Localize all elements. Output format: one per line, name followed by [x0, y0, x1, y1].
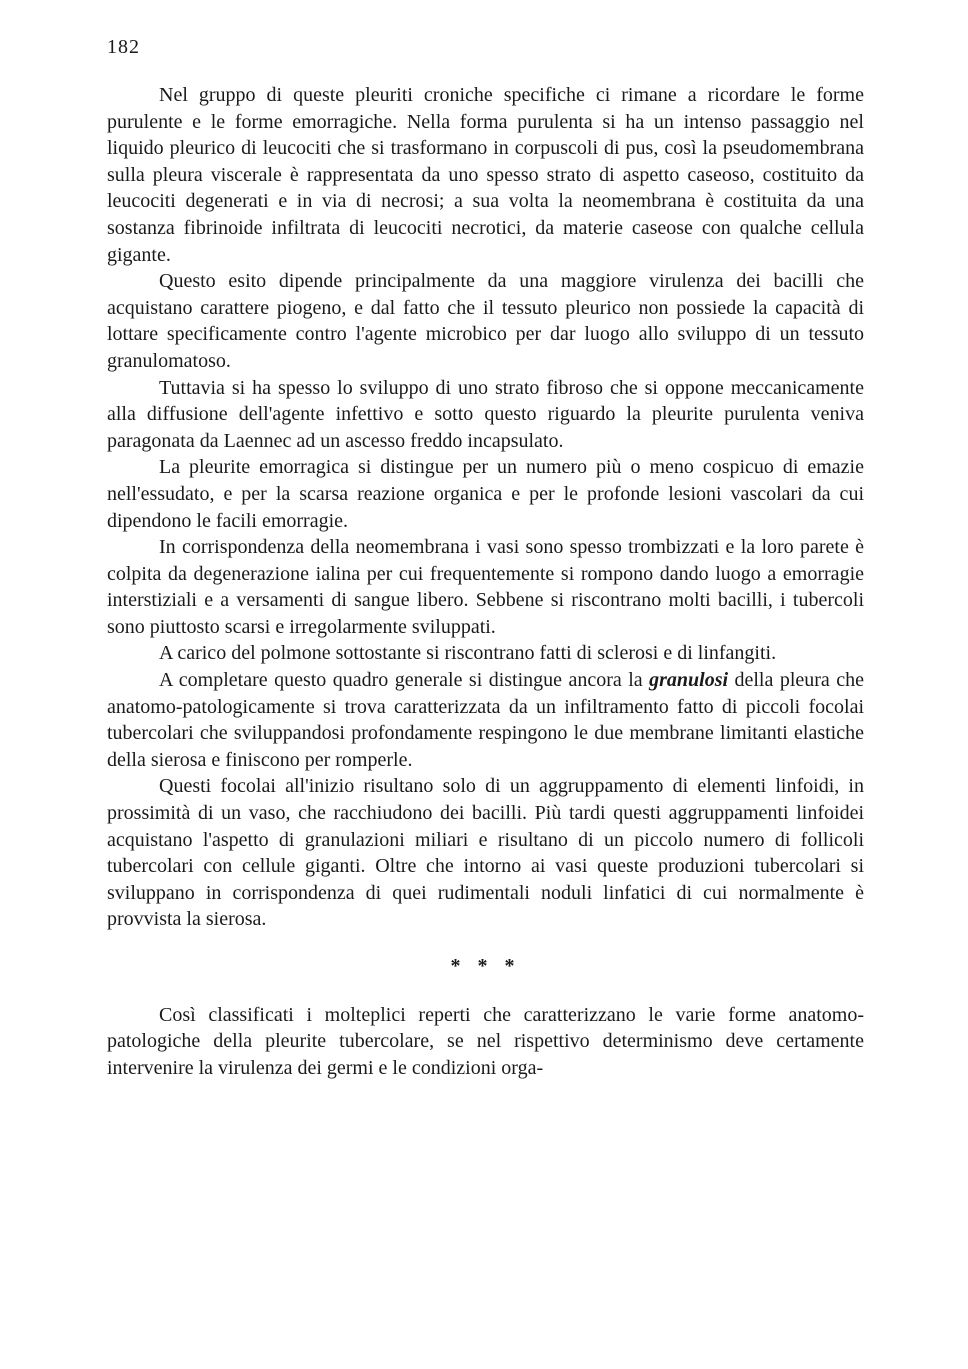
paragraph-7-rest: della pleura che anatomo-patologicamente si trova caratterizzata da un infiltramento fatto di piccoli focolai tubercolari che sviluppandosi profondamente respingono le due membrane limitanti elastiche della sierosa e finiscono per romperle.: [107, 669, 864, 771]
paragraph-5: In corrispondenza della neomembrana i vasi sono spesso trombizzati e la loro parete è colpita da degenerazione ialina per cui frequentemente si rompono dando luogo a emorragie interstiziali e a versamenti di sangue libero. Sebbene si riscontrano molti bacilli, i tubercoli sono piuttosto scarsi e irregolarmente sviluppati.: [107, 536, 864, 638]
paragraph-7: [107, 667, 864, 773]
paragraph-2: Questo esito dipende principalmente da una maggiore virulenza dei bacilli che acquistano carattere piogeno, e dal fatto che il tessuto pleurico non possiede la capacità di lottare specificamente contro l'agente microbico per dar luogo allo sviluppo di un tessuto granulomatoso.: [107, 270, 864, 372]
paragraph-1: Nel gruppo di queste pleuriti croniche specifiche ci rimane a ricordare le forme purulente e le forme emorragiche. Nella forma purulenta si ha un intenso passaggio nel liquido pleurico di leucociti che si trasformano in corpuscoli di pus, così la pseudomembrana sulla pleura viscerale è rappresentata da uno spesso strato di aspetto caseoso, costituito da leucociti degenerati e in via di necrosi; a sua volta la neomembrana è costituita da una sostanza fibrinoide infiltrata di leucociti necrotici, da materie caseose con qualche cellula gigante.: [107, 84, 864, 266]
paragraph-6: A carico del polmone sottostante si riscontrano fatti di sclerosi e di linfangiti.: [159, 642, 777, 665]
final-paragraph: Così classificati i molteplici reperti che caratterizzano le varie forme anatomo-patologiche della pleurite tubercolare, se nel rispettivo determinismo deve certamente intervenire la virulenza dei germi e le condizioni orga-: [107, 1003, 864, 1079]
paragraph-3: Tuttavia si ha spesso lo sviluppo di uno strato fibroso che si oppone meccanicamente alla diffusione dell'agente infettivo e sotto questo riguardo la pleurite purulenta veniva paragonata da Laennec ad un ascesso freddo incapsulato.: [107, 376, 864, 452]
page-number: 182: [107, 36, 140, 58]
section-separator: * * *: [450, 955, 521, 977]
paragraph-8: Questi focolai all'inizio risultano solo di un aggruppamento di elementi linfoidi, in prossimità di un vaso, che racchiudono dei bacilli. Più tardi questi aggruppamenti linfoidei acquistano l'aspetto di granulazioni miliari e risultano di un piccolo numero di follicoli tubercolari con cellule giganti. Oltre che intorno ai vasi queste produzioni tubercolari si sviluppano in corrispondenza di quei rudimentali noduli linfatici di cui normalmente è provvista la sierosa.: [107, 775, 864, 931]
paragraph-7-lead: A completare questo quadro generale si distingue ancora la: [159, 669, 650, 692]
granulosi-term: granulosi: [649, 669, 729, 692]
body-text: [107, 82, 864, 1081]
paragraph-4: La pleurite emorragica si distingue per un numero più o meno cospicuo di emazie nell'essudato, e per la scarsa reazione organica e per le profonde lesioni vascolari da cui dipendono le facili emorragie.: [107, 456, 864, 532]
